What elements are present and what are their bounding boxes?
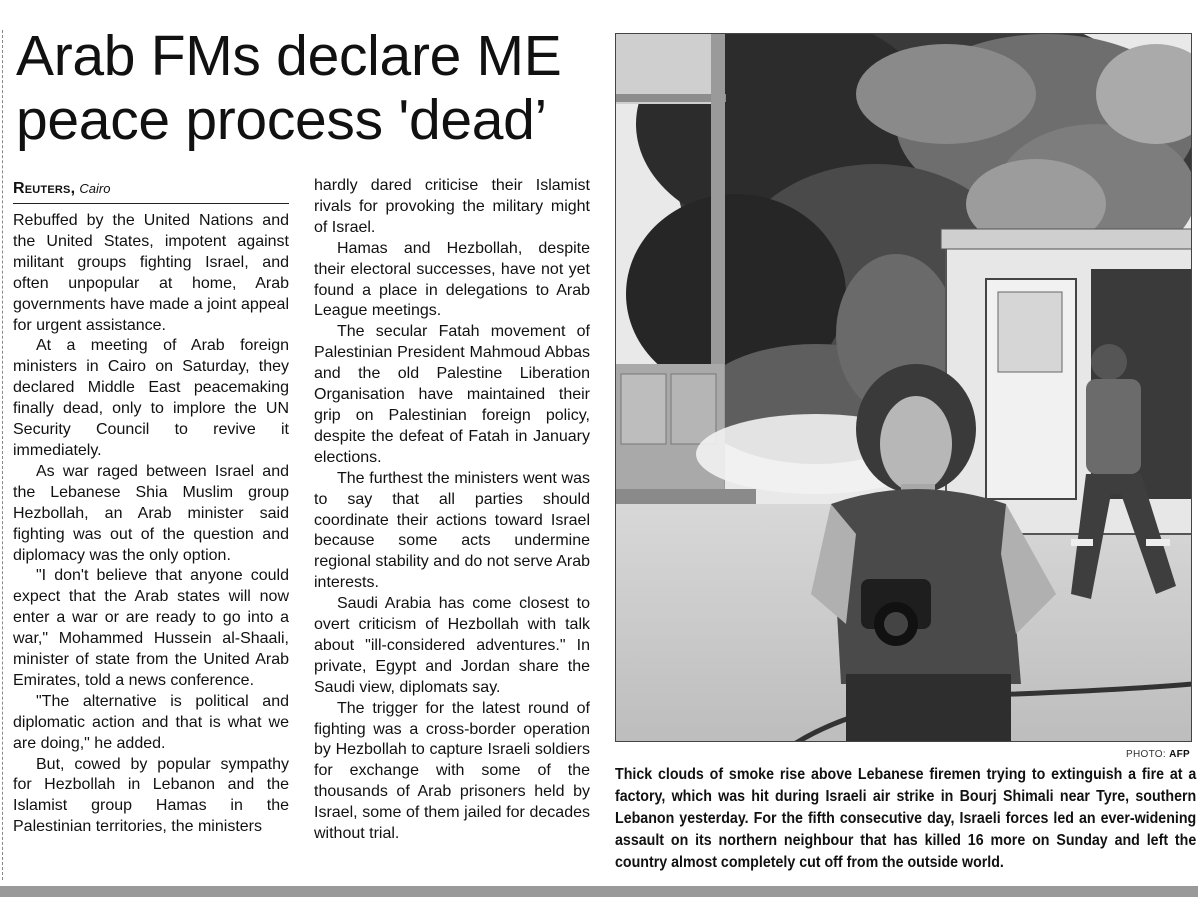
- bottom-rule: [0, 886, 1198, 897]
- paragraph: The trigger for the latest round of fighting was a cross-border operation by Hezbollah to capture Israeli soldiers for exchange with some of the thousands of Arab prisoners held by Israel, some of them jailed for decades without trial.: [314, 699, 590, 843]
- paragraph: "I don't believe that anyone could expect that the Arab states will now enter a war or are ready to go into a war," Mohammed Hussein al-Shaali, minister of state from the United Arab Emirates, told a news conference.: [13, 567, 289, 689]
- photo-caption: Thick clouds of smoke rise above Lebanese firemen trying to extinguish a fire at a factory, which was hit during Israeli air strike in Bourj Shimali near Tyre, southern Lebanon yesterday. For the fifth consecutive day, Israeli forces led an ever-widening assault on its northern neighbour that has killed 16 more on Sunday and left the country almost completely cut off from the outside world.: [615, 766, 1197, 871]
- byline: [13, 180, 289, 204]
- byline-city: Cairo: [79, 181, 111, 196]
- headline: [16, 24, 601, 152]
- paragraph: As war raged between Israel and the Lebanese Shia Muslim group Hezbollah, an Arab minister said fighting was out of the question and diplomacy was the only option.: [13, 462, 289, 564]
- paragraph: Saudi Arabia has come closest to overt criticism of Hezbollah with talk about "ill-considered adventures." In private, Egypt and Jordan share the Saudi view, diplomats say.: [314, 595, 590, 696]
- byline-agency: Reuters,: [13, 180, 76, 197]
- headline-line-2: peace process 'dead’: [16, 88, 547, 152]
- photo-credit-prefix-outer: PHOTO:: [1126, 749, 1166, 760]
- article-column-2: [314, 176, 590, 845]
- headline-line-1: Arab FMs declare ME: [16, 24, 562, 88]
- paragraph: "The alternative is political and diplomatic action and that is what we are doing," he added.: [13, 692, 289, 752]
- photo-illustration: [616, 34, 1192, 742]
- news-photo: [615, 33, 1192, 742]
- article-column-1: [13, 211, 289, 838]
- column-rule-left: [2, 30, 3, 880]
- paragraph: At a meeting of Arab foreign ministers in Cairo on Saturday, they declared Middle East peacemaking finally dead, only to implore the UN Security Council to revive it immediately.: [13, 337, 289, 459]
- paragraph: The furthest the ministers went was to say that all parties should coordinate their actions toward Israel because some acts undermine regional stability and do not serve Arab interests.: [314, 469, 590, 592]
- photo-credit-source-outer: AFP: [1169, 749, 1190, 760]
- paragraph: The secular Fatah movement of Palestinian President Mahmoud Abbas and the old Palestine Liberation Organisation have maintained their grip on Palestinian foreign policy, despite the defeat of Fatah in January elections.: [314, 323, 590, 466]
- paragraph: But, cowed by popular sympathy for Hezbollah in Lebanon and the Islamist group Hamas in the Palestinian territories, the ministers: [13, 755, 289, 836]
- paragraph: Rebuffed by the United Nations and the United States, impotent against militant groups fighting Israel, and often unpopular at home, Arab governments have made a joint appeal for urgent assistance.: [13, 212, 289, 334]
- paragraph: Hamas and Hezbollah, despite their electoral successes, have not yet found a place in delegations to Arab League meetings.: [314, 239, 590, 320]
- paragraph: hardly dared criticise their Islamist rivals for provoking the military might of Israel.: [314, 177, 590, 236]
- photo-credit-outer: [1126, 749, 1190, 760]
- portable-cabin: [941, 229, 1192, 534]
